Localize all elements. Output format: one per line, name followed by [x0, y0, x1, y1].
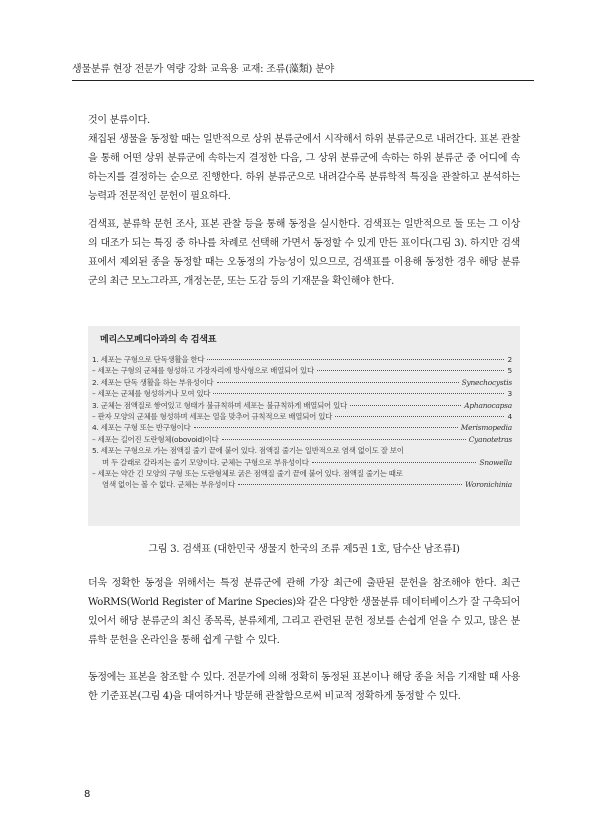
key-row — [88, 445, 520, 456]
key-row-text: – 세포는 군체를 형성하거나 모여 있다 — [92, 389, 211, 399]
paragraph-1: 것이 분류이다. — [88, 115, 150, 126]
key-row-text: – 세포는 약간 긴 모양의 구형 또는 도란형체로 굵은 점액질 줄기 끝에 붙어 있다. 점액질 줄기는 때로 — [92, 469, 403, 479]
key-leader-dots — [335, 416, 504, 417]
key-title: 메리스모페디아과의 속 검색표 — [100, 335, 217, 345]
key-leader-dots — [213, 393, 504, 394]
key-row-lead: Merismopedia — [460, 423, 512, 433]
key-row-lead: 2 — [507, 355, 512, 364]
key-row-text: 5. 세포는 구형으로 가는 점액질 줄기 끝에 붙어 있다. 점액질 줄기는 일반적으로 염색 없이도 잘 보이 — [92, 446, 404, 456]
key-row — [88, 468, 520, 479]
figure-caption: 그림 3. 검색표 (대한민국 생물지 한국의 조류 제5권 1호, 담수산 남조류Ⅰ) — [148, 544, 460, 555]
key-row-text: – 세포는 구형의 군체를 형성하고 가장자리에 방사형으로 배열되어 있다 — [92, 366, 314, 376]
paragraph-3: 검색표, 분류학 문헌 조사, 표본 관찰 등을 통해 동정을 실시한다. 검색표는 일반적으로 둘 또는 그 이상의 대조가 되는 특징 중 하나를 차례로 선택해 가면서 동정할 수 있게 만든 표이다(그림 3). 하지만 검색표에서 제외된 종을 동정할 때는 오동정의 가능성이 있으므로, 검색표를 이용해 동정한 경우 해당 분류군의 최근 모노그라프, 개정논문, 또는 도감 등의 기재문을 확인해야 한다. — [88, 219, 520, 287]
key-row-text: – 세포는 길어진 도란형체(obovoid)이다 — [92, 434, 219, 444]
key-leader-dots — [317, 370, 505, 371]
paragraph-2: 채집된 생물을 동정할 때는 일반적으로 상위 분류군에서 시작해서 하위 분류군으로 내려간다. 표본 관찰을 통해 어떤 상위 분류군에 속하는지 결정한 다음, 그 상위 분류군에 속하는 하위 분류군 중 어디에 속하는지를 결정하는 순으로 진행한다. 하위 분류군으로 내려갈수록 분류학적 특징을 관찰하고 분석하는 능력과 전문적인 문헌이 필요하다. — [88, 134, 520, 202]
key-row — [88, 377, 520, 388]
key-row — [88, 388, 520, 399]
key-row — [88, 411, 520, 422]
key-row — [88, 354, 520, 365]
key-leader-dots — [350, 405, 461, 406]
identification-key-box — [88, 326, 520, 526]
key-row-lead: Synechocystis — [461, 377, 512, 387]
running-header: 생물분류 현장 전문가 역량 강화 교육용 교재: 조류(藻類) 분야 — [72, 64, 335, 75]
key-row-lead: Aphanocapsa — [464, 400, 512, 410]
key-row — [88, 422, 520, 433]
key-row-text: 2. 세포는 단독 생활을 하는 부유성이다 — [92, 377, 214, 387]
key-row-lead: 3 — [507, 389, 512, 399]
key-row-lead: Cyanotetras — [468, 434, 512, 444]
paragraph-5: 동정에는 표본을 참조할 수 있다. 전문가에 의해 정확히 동정된 표본이나 해당 종을 처음 기재할 때 사용한 기준표본(그림 4)을 대여하거나 방문해 관찰함으로써 비교적 정확하게 동정할 수 있다. — [88, 672, 520, 702]
key-row — [88, 400, 520, 411]
key-row-text: 1. 세포는 구형으로 단독생활을 한다 — [92, 355, 205, 364]
key-row — [88, 479, 520, 490]
paragraph-4: 더욱 정확한 동정을 위해서는 특정 분류군에 관해 가장 최근에 출판된 문헌을 참조해야 한다. 최근 WoRMS(World Register of Marine Species)와 같은 다양한 생물분류 데이터베이스가 잘 구축되어 있어서 해당 분류군의 최신 종목록, 분류체계, 그리고 관련된 문헌 정보를 손쉽게 얻을 수 있고, 많은 분류학 문헌을 온라인을 통해 쉽게 구할 수 있다. — [88, 578, 520, 646]
key-row-lead: 4 — [507, 412, 512, 422]
key-rows — [88, 354, 520, 491]
key-row — [88, 365, 520, 376]
key-leader-dots — [238, 484, 462, 485]
header-divider — [72, 80, 534, 81]
key-row-text: 염색 없이는 볼 수 없다. 군체는 부유성이다 — [102, 480, 236, 490]
key-row-text: 3. 군체는 점액질로 쌓여있고 형태가 불규칙하며 세포는 불규칙하게 배열되어 있다 — [92, 400, 347, 410]
key-row-lead: Snowella — [479, 457, 512, 467]
key-row-text: – 판자 모양의 군체를 형성하며 세포는 열을 맞추어 규칙적으로 배열되어 있다 — [92, 412, 333, 422]
key-row-lead: 5 — [507, 366, 512, 376]
key-leader-dots — [217, 382, 459, 383]
key-leader-dots — [194, 427, 458, 428]
key-row-lead: Woronichinia — [464, 480, 512, 490]
key-row-text: 4. 세포는 구형 또는 반구형이다 — [92, 423, 191, 433]
page-number: 8 — [84, 789, 91, 800]
key-row — [88, 457, 520, 468]
key-leader-dots — [222, 439, 466, 440]
key-row — [88, 434, 520, 445]
key-leader-dots — [207, 359, 504, 360]
key-leader-dots — [312, 462, 477, 463]
key-row-text: 며 두 갈래로 갈라지는 줄기 모양이다. 군체는 구형으로 부유성이다 — [102, 457, 309, 467]
